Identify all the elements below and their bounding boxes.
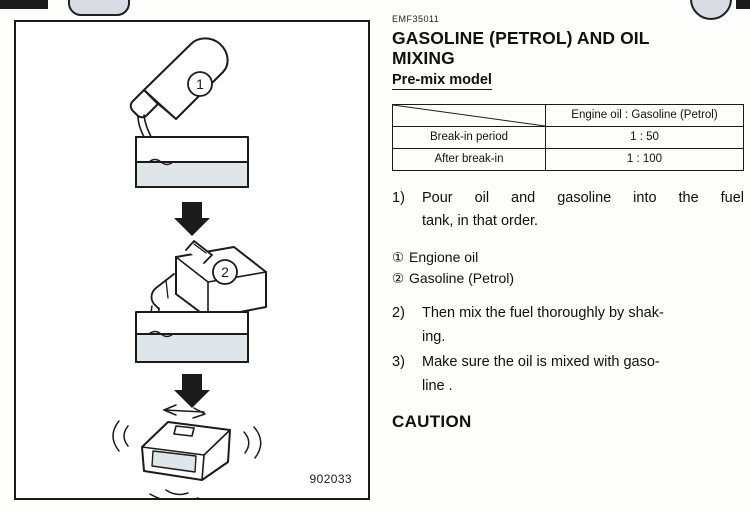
instruction-list [392, 187, 744, 398]
table-cell-value: 1 : 100 [546, 148, 744, 170]
page-title-line1: GASOLINE (PETROL) AND OIL [392, 28, 650, 48]
figure-number: 902033 [309, 472, 352, 486]
scan-edge-left [0, 0, 48, 9]
legend-item [392, 247, 744, 268]
caution-heading: CAUTION [392, 412, 472, 431]
table-row [393, 126, 744, 148]
step-number: 3) [392, 354, 405, 371]
mix-ratio-table [392, 104, 744, 171]
page-subtitle: Pre-mix model [392, 71, 492, 88]
scan-tab-artifact [68, 0, 130, 16]
step-text [422, 187, 744, 234]
instruction-step [392, 302, 744, 349]
circled-number-2-icon: ② [392, 270, 405, 286]
page-title [392, 28, 744, 69]
table-corner-cell [393, 104, 546, 126]
instruction-step [392, 351, 744, 398]
step-text-line1: Pour oil and gasoline into the fuel [422, 189, 744, 206]
step-number: 1) [392, 189, 405, 206]
table-header-row [393, 104, 744, 126]
step-text-line1: Then mix the fuel thoroughly by shak- [422, 305, 664, 322]
circled-number-1-icon: ① [392, 249, 405, 265]
step-text-line1: Make sure the oil is mixed with gaso- [422, 354, 660, 371]
step-text-line2: tank, in that order. [422, 213, 539, 230]
step-text-line2: line . [422, 377, 453, 394]
page-title-line2: MIXING [392, 48, 455, 69]
illustration-panel [14, 20, 370, 500]
legend-item [392, 268, 744, 289]
text-column [392, 14, 744, 432]
step-text [422, 351, 744, 398]
legend-label: Engione oil [409, 248, 479, 265]
step-text [422, 302, 744, 349]
table-cell-label: After break-in [393, 148, 546, 170]
scan-edge-right [736, 0, 750, 9]
table-header-ratio: Engine oil : Gasoline (Petrol) [546, 104, 744, 126]
instruction-step [392, 187, 744, 234]
document-code: EMF35011 [392, 14, 440, 24]
table-row [393, 148, 744, 170]
svg-text:1: 1 [196, 76, 204, 92]
svg-text:2: 2 [221, 264, 229, 280]
table-cell-value: 1 : 50 [546, 126, 744, 148]
step-number: 2) [392, 305, 405, 322]
step-text-line2: ing. [422, 328, 446, 345]
illustration-graphic [16, 22, 368, 498]
legend-label: Gasoline (Petrol) [409, 269, 515, 286]
callout-legend [392, 247, 744, 290]
table-cell-label: Break-in period [393, 126, 546, 148]
